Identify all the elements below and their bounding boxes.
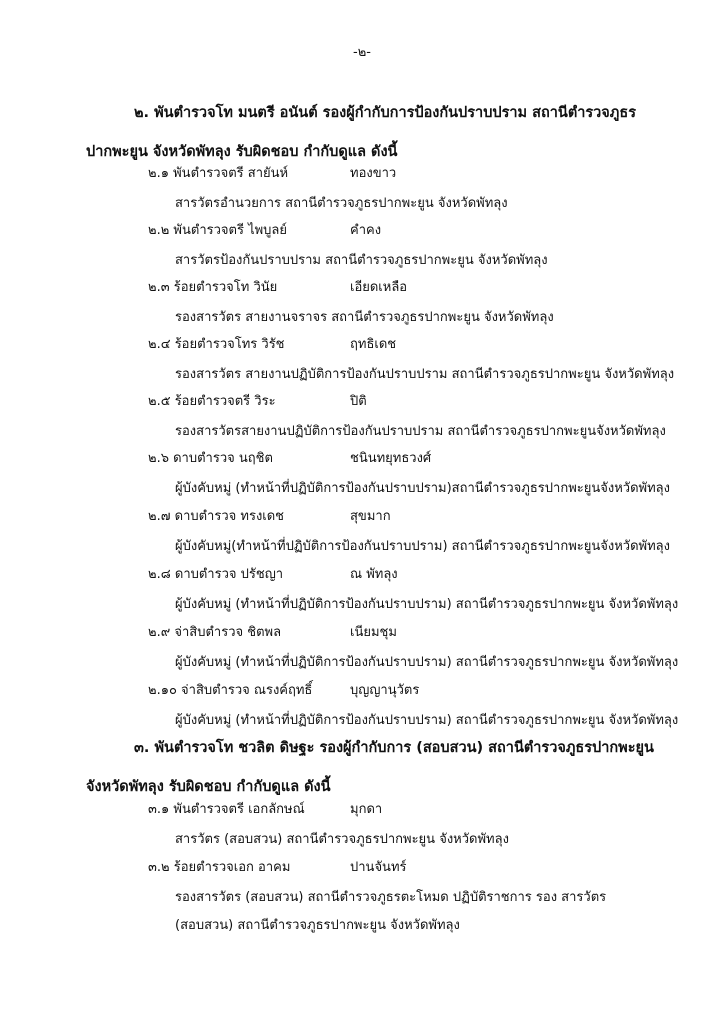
entry-name: ดาบตำรวจ ปรัชญา	[174, 567, 284, 582]
entry-number: ๒.๖	[148, 451, 169, 466]
entry-name: ร้อยตำรวจเอก อาคม	[173, 860, 291, 875]
entry-surname: เอียดเหลือ	[350, 280, 408, 295]
entry-position: รองสารวัตรสายงานปฏิบัติการป้องกันปราบปราม สถานีตำรวจภูธรปากพะยูนจังหวัดพัทลุง	[175, 424, 666, 439]
entry-name: พันตำรวจตรี ไพบูลย์	[173, 223, 288, 238]
entry-position-continued: (สอบสวน) สถานีตำรวจภูธรปากพะยูน จังหวัดพัทลุง	[175, 918, 460, 933]
entry-position: ผู้บังคับหมู่ (ทำหน้าที่ปฏิบัติการป้องกันปราบปราม) สถานีตำรวจภูธรปากพะยูน จังหวัดพัทลุง	[175, 713, 679, 728]
entry-number: ๒.๒	[148, 223, 170, 238]
entry-position: รองสารวัตร สายงานจราจร สถานีตำรวจภูธรปากพะยูน จังหวัดพัทลุง	[175, 310, 554, 325]
entry-number: ๒.๘	[148, 567, 171, 582]
entry-position: รองสารวัตร (สอบสวน) สถานีตำรวจภูธรตะโหมด ปฏิบัติราชการ รอง สารวัตร	[175, 890, 607, 905]
entry-surname: ณ พัทลุง	[350, 567, 398, 582]
entry-name: ร้อยตำรวจตรี วิระ	[174, 394, 276, 409]
entry-name: พันตำรวจตรี เอกลักษณ์	[173, 802, 305, 817]
entry-surname: ปานจันทร์	[350, 860, 407, 875]
entry-surname: คำคง	[350, 223, 382, 238]
entry-surname: ปิติ	[350, 394, 367, 409]
entry-number: ๒.๓	[148, 280, 170, 295]
entry-position: ผู้บังคับหมู่ (ทำหน้าที่ปฏิบัติการป้องกันปราบปราม) สถานีตำรวจภูธรปากพะยูน จังหวัดพัทลุง	[175, 655, 679, 670]
entry-number: ๒.๕	[148, 394, 171, 409]
entry-surname: สุขมาก	[350, 509, 391, 524]
entry-number: ๓.๑	[148, 802, 170, 817]
entry-position: สารวัตรป้องกันปราบปราม สถานีตำรวจภูธรปากพะยูน จังหวัดพัทลุง	[175, 253, 548, 268]
entry-number: ๒.๗	[148, 509, 171, 524]
entry-name: ร้อยตำรวจโท วินัย	[173, 280, 278, 295]
entry-name: พันตำรวจตรี สายันห์	[173, 166, 289, 181]
entry-name: ดาบตำรวจ นฤชิต	[173, 451, 273, 466]
entry-surname: บุญญานุวัตร	[350, 683, 420, 698]
entry-number: ๒.๙	[148, 625, 171, 640]
section-heading-line1: ๒. พันตำรวจโท มนตรี อนันต์ รองผู้กำกับการป้องกันปราบปราม สถานีตำรวจภูธร	[134, 105, 636, 121]
entry-surname: เนียมชุม	[350, 625, 397, 640]
entry-position: ผู้บังคับหมู่ (ทำหน้าที่ปฏิบัติการป้องกันปราบปราม) สถานีตำรวจภูธรปากพะยูน จังหวัดพัทลุง	[175, 597, 679, 612]
entry-number: ๒.๑๐	[148, 683, 177, 698]
entry-surname: มุกดา	[350, 802, 383, 817]
entry-position: รองสารวัตร สายงานปฏิบัติการป้องกันปราบปราม สถานีตำรวจภูธรปากพะยูน จังหวัดพัทลุง	[175, 367, 675, 382]
section-heading-2	[86, 106, 646, 159]
entry-position: ผู้บังคับหมู่ (ทำหน้าที่ปฏิบัติการป้องกันปราบปราม)สถานีตำรวจภูธรปากพะยูนจังหวัดพัทลุง	[175, 481, 670, 496]
section-heading-line2: จังหวัดพัทลุง รับผิดชอบ กำกับดูแล ดังนี้	[86, 779, 331, 795]
entry-name: จ่าสิบตำรวจ ณรงค์ฤทธิ์	[181, 683, 313, 698]
entry-name: จ่าสิบตำรวจ ชิตพล	[174, 625, 282, 640]
entry-position: สารวัตร (สอบสวน) สถานีตำรวจภูธรปากพะยูน จังหวัดพัทลุง	[175, 832, 509, 847]
page-number: -๒-	[353, 45, 371, 60]
entry-number: ๒.๔	[148, 337, 171, 352]
section-heading-3	[86, 740, 654, 795]
entry-name: ร้อยตำรวจโทร วิรัช	[174, 337, 285, 352]
entry-surname: ทองขาว	[350, 166, 397, 181]
section-heading-line2: ปากพะยูน จังหวัดพัทลุง รับผิดชอบ กำกับดูแล ดังนี้	[86, 144, 398, 160]
section-heading-line1: ๓. พันตำรวจโท ชวลิต ดิษฐะ รองผู้กำกับการ (สอบสวน) สถานีตำรวจภูธรปากพะยูน	[134, 740, 654, 756]
entry-number: ๓.๒	[148, 860, 170, 875]
entry-position: ผู้บังคับหมู่(ทำหน้าที่ปฏิบัติการป้องกันปราบปราม) สถานีตำรวจภูธรปากพะยูนจังหวัดพัทลุง	[175, 539, 670, 554]
entry-surname: ชนินทยุทธวงศ์	[350, 451, 432, 466]
entry-surname: ฤทธิเดช	[350, 337, 397, 352]
entry-position: สารวัตรอำนวยการ สถานีตำรวจภูธรปากพะยูน จังหวัดพัทลุง	[175, 196, 508, 211]
entry-number: ๒.๑	[148, 166, 169, 181]
entry-name: ดาบตำรวจ ทรงเดช	[174, 509, 285, 524]
